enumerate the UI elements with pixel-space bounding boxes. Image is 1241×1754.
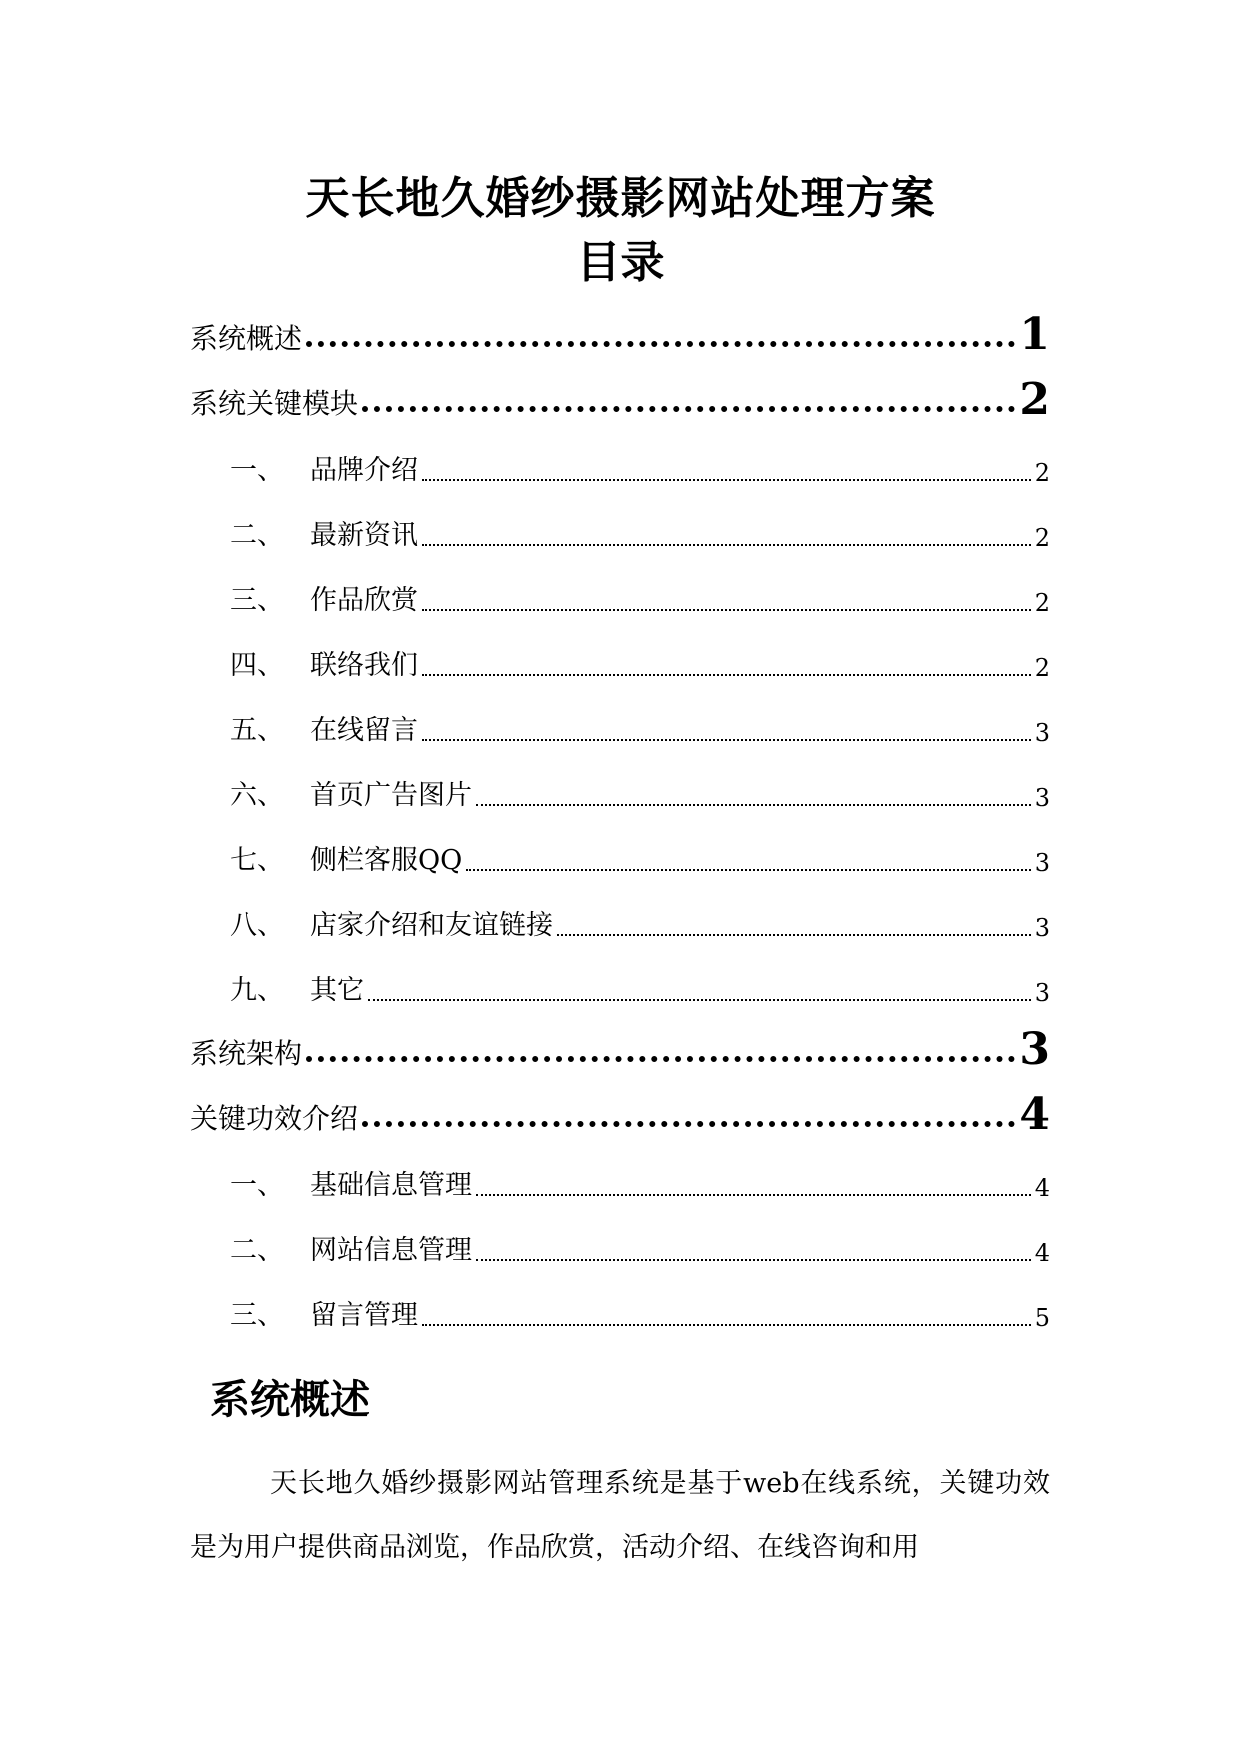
- toc-subentry[interactable]: [190, 422, 1050, 487]
- toc-subentry-label: 基础信息管理: [310, 1170, 472, 1201]
- toc-subentry-page: 2: [1034, 654, 1050, 682]
- dot-leader: [422, 674, 1031, 676]
- toc-subentry-number: 三、: [230, 585, 284, 616]
- toc-subentry-page: 2: [1034, 524, 1050, 552]
- toc-subentry-page: 3: [1034, 784, 1050, 812]
- document-page: [190, 0, 1050, 1754]
- toc-subentry-label: 首页广告图片: [310, 780, 472, 811]
- dot-leader: [422, 609, 1031, 611]
- toc-entry[interactable]: [190, 357, 1050, 425]
- intro-paragraph: 天长地久婚纱摄影网站管理系统是基于web在线系统，关键功效是为用户提供商品浏览，作品欣赏，活动介绍、在线咨询和用: [190, 1468, 1050, 1563]
- dot-leader: [306, 341, 1015, 347]
- toc-entry-label: 系统概述: [190, 322, 303, 355]
- dot-leader: [476, 1194, 1031, 1196]
- toc-subentry-label: 品牌介绍: [310, 455, 418, 486]
- document-title: 天长地久婚纱摄影网站处理方案: [305, 173, 936, 224]
- toc-subentry-label: 最新资讯: [310, 520, 418, 551]
- toc-entry[interactable]: [190, 1072, 1050, 1140]
- dot-leader: [362, 406, 1015, 412]
- toc-entry-page: 4: [1019, 1089, 1050, 1140]
- toc-subentry-page: 3: [1034, 849, 1050, 877]
- toc-subentry[interactable]: [190, 617, 1050, 682]
- toc-subentry-number: 五、: [230, 715, 284, 746]
- toc-subentry-label: 在线留言: [310, 715, 418, 746]
- toc-entry-page: 2: [1019, 374, 1050, 425]
- toc-subentry-label: 其它: [310, 975, 364, 1006]
- toc-entry-label: 关键功效介绍: [190, 1102, 359, 1135]
- toc-subentry-label: 留言管理: [310, 1300, 418, 1331]
- toc-subentry-label: 作品欣赏: [310, 585, 418, 616]
- toc-entry[interactable]: [190, 292, 1050, 360]
- toc-subentry[interactable]: [190, 1267, 1050, 1332]
- toc-subentry-number: 一、: [230, 455, 284, 486]
- dot-leader: [368, 999, 1031, 1001]
- toc-subentry[interactable]: [190, 1137, 1050, 1202]
- dot-leader: [476, 804, 1031, 806]
- section-heading: 系统概述: [210, 1376, 370, 1423]
- toc-subentry[interactable]: [190, 552, 1050, 617]
- toc-subentry-label: 联络我们: [310, 650, 418, 681]
- toc-subentry-number: 三、: [230, 1300, 284, 1331]
- toc-subentry[interactable]: [190, 682, 1050, 747]
- toc-subentry-page: 4: [1034, 1239, 1050, 1267]
- dot-leader: [422, 544, 1031, 546]
- toc-subentry[interactable]: [190, 747, 1050, 812]
- toc-subentry-page: 2: [1034, 589, 1050, 617]
- toc-entry-page: 3: [1019, 1024, 1050, 1075]
- toc-subentry[interactable]: [190, 1202, 1050, 1267]
- toc-subentry-number: 九、: [230, 975, 284, 1006]
- dot-leader: [362, 1121, 1015, 1127]
- toc-heading: 目录: [576, 237, 665, 288]
- toc-subentry[interactable]: [190, 942, 1050, 1007]
- toc-entry[interactable]: [190, 1007, 1050, 1075]
- toc-subentry-number: 二、: [230, 520, 284, 551]
- dot-leader: [422, 1324, 1031, 1326]
- dot-leader: [476, 1259, 1031, 1261]
- toc-subentry[interactable]: [190, 877, 1050, 942]
- toc-entry-page: 1: [1019, 309, 1050, 360]
- toc-entry-label: 系统架构: [190, 1037, 303, 1070]
- dot-leader: [422, 479, 1031, 481]
- toc-subentry-page: 3: [1034, 719, 1050, 747]
- toc-subentry-label: 网站信息管理: [310, 1235, 472, 1266]
- toc-subentry[interactable]: [190, 487, 1050, 552]
- toc-subentry-label: 店家介绍和友谊链接: [310, 910, 553, 941]
- dot-leader: [306, 1056, 1015, 1062]
- toc-subentry-page: 3: [1034, 914, 1050, 942]
- dot-leader: [557, 934, 1031, 936]
- toc-subentry-number: 六、: [230, 780, 284, 811]
- toc-subentry-label: 侧栏客服QQ: [310, 845, 463, 876]
- toc-subentry-page: 5: [1034, 1304, 1050, 1332]
- toc-subentry-number: 一、: [230, 1170, 284, 1201]
- toc-subentry-page: 3: [1034, 979, 1050, 1007]
- dot-leader: [422, 739, 1031, 741]
- toc-subentry[interactable]: [190, 812, 1050, 877]
- toc-subentry-page: 4: [1034, 1174, 1050, 1202]
- table-of-contents: [190, 292, 1050, 1332]
- toc-subentry-number: 七、: [230, 845, 284, 876]
- toc-entry-label: 系统关键模块: [190, 387, 359, 420]
- toc-subentry-number: 二、: [230, 1235, 284, 1266]
- toc-subentry-number: 四、: [230, 650, 284, 681]
- toc-subentry-page: 2: [1034, 459, 1050, 487]
- dot-leader: [466, 869, 1030, 871]
- toc-subentry-number: 八、: [230, 910, 284, 941]
